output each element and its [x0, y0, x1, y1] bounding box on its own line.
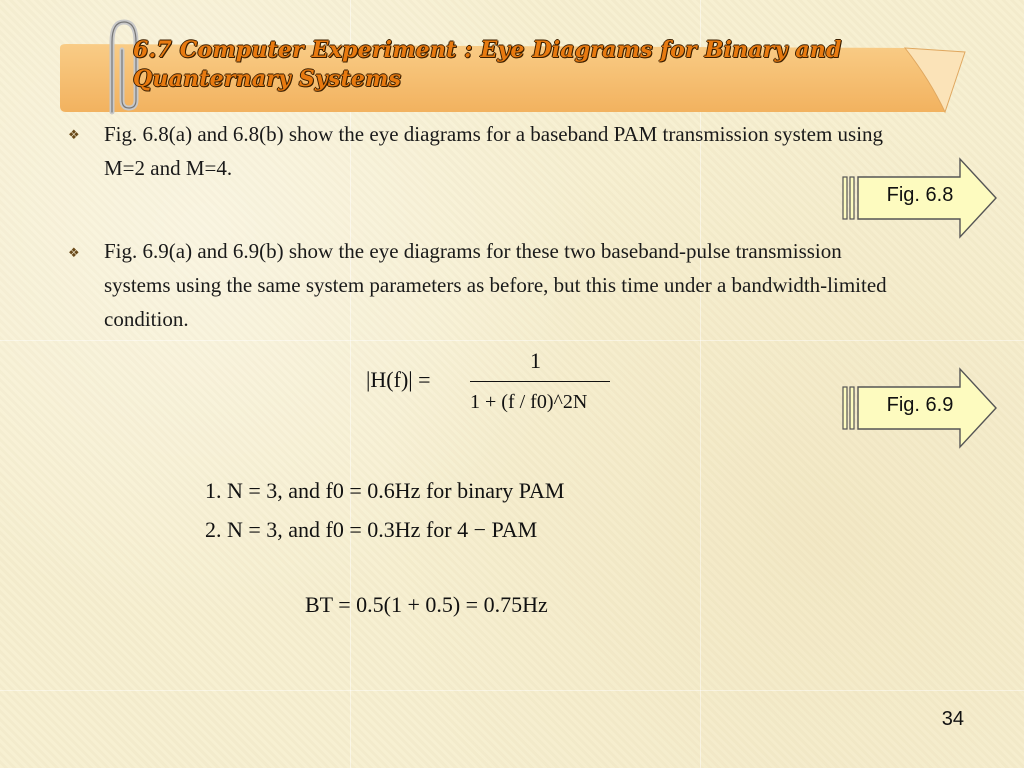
equation-numerator: 1: [530, 348, 541, 373]
background-grid-line: [0, 340, 1024, 341]
page-number: 34: [941, 708, 964, 730]
title-banner: [0, 0, 1024, 130]
bandwidth-equation: BT = 0.5(1 + 0.5) = 0.75Hz: [305, 592, 548, 617]
slide-title: 6.7 Computer Experiment : Eye Diagrams for Binary and Quanternary Systems: [133, 37, 842, 92]
fig-6-8-button[interactable]: [840, 157, 1000, 241]
bullet-text-2: Fig. 6.9(a) and 6.9(b) show the eye diagrams for these two baseband-pulse transmission systems using the same system parameters as before, but this time under a bandwidth-limited condition.: [104, 239, 887, 331]
diamond-bullet-icon: ❖: [68, 246, 80, 261]
fig-6-8-label: Fig. 6.8: [886, 184, 954, 206]
fraction-bar: [470, 381, 610, 382]
fig-6-9-button[interactable]: [840, 367, 1000, 451]
case-2-equation: 2. N = 3, and f0 = 0.3Hz for 4 − PAM: [205, 517, 538, 542]
bullet-text-1: Fig. 6.8(a) and 6.8(b) show the eye diagrams for a baseband PAM transmission system using M=2 and M=4.: [104, 122, 884, 180]
background-grid-line: [0, 690, 1024, 691]
case-1-equation: 1. N = 3, and f0 = 0.6Hz for binary PAM: [205, 478, 565, 503]
fig-6-9-label: Fig. 6.9: [886, 394, 954, 416]
diamond-bullet-icon: ❖: [68, 128, 80, 143]
equation-lhs: |H(f)| =: [366, 367, 431, 392]
equation-denominator: 1 + (f / f0)^2N: [470, 391, 588, 413]
